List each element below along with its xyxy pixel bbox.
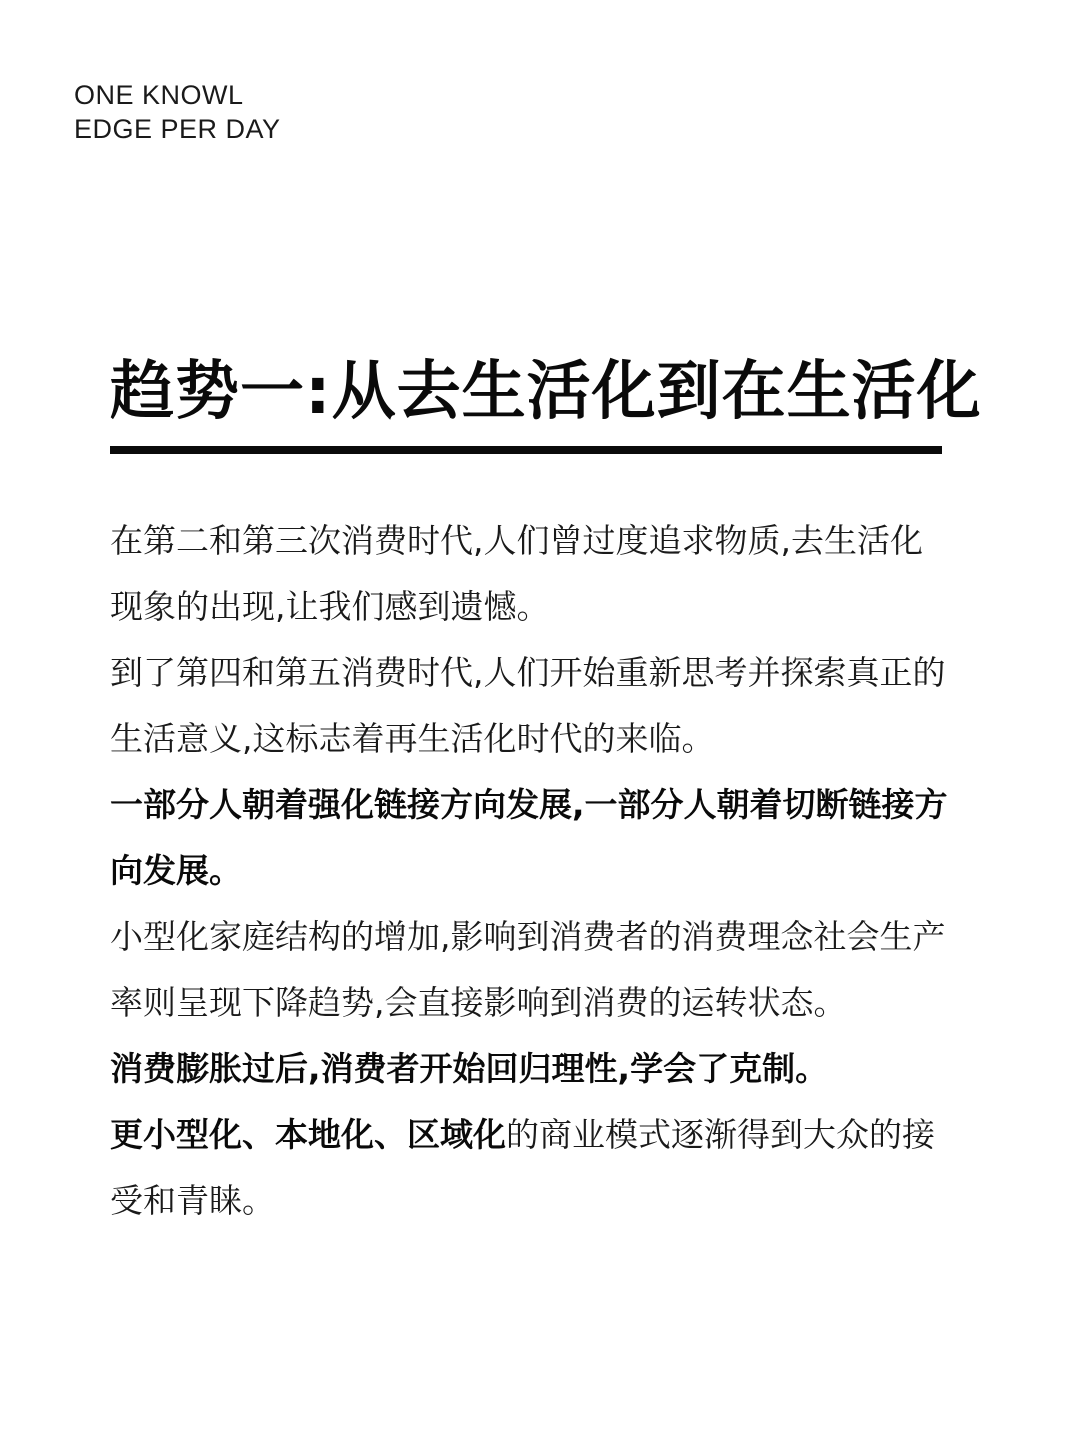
paragraph-1: 在第二和第三次消费时代,人们曾过度追求物质,去生活化现象的出现,让我们感到遗憾。 bbox=[110, 521, 923, 626]
page-title: 趋势一:从去生活化到在生活化 bbox=[110, 355, 982, 429]
paragraph-3-highlight: 一部分人朝着强化链接方向发展,一部分人朝着切断链接方向发展。 bbox=[110, 785, 948, 890]
title-underline bbox=[110, 446, 942, 454]
paragraph-6-rest: 的商业模式逐渐得到大众的接受和青睐。 bbox=[110, 1115, 935, 1220]
paragraph-6-highlight: 更小型化、本地化、区域化 bbox=[110, 1115, 506, 1154]
brand-tagline bbox=[74, 78, 281, 146]
paragraph-6 bbox=[110, 1102, 955, 1234]
paragraph-5-highlight: 消费膨胀过后,消费者开始回归理性,学会了克制。 bbox=[110, 1049, 829, 1088]
paragraph-4: 小型化家庭结构的增加,影响到消费者的消费理念社会生产率则呈现下降趋势,会直接影响到消费的运转状态。 bbox=[110, 917, 946, 1022]
paragraph-2: 到了第四和第五消费时代,人们开始重新思考并探索真正的生活意义,这标志着再生活化时代的来临。 bbox=[110, 653, 946, 758]
article-body bbox=[110, 508, 955, 1234]
brand-line-2: EDGE PER DAY bbox=[74, 114, 281, 144]
brand-line-1: ONE KNOWL bbox=[74, 80, 244, 110]
